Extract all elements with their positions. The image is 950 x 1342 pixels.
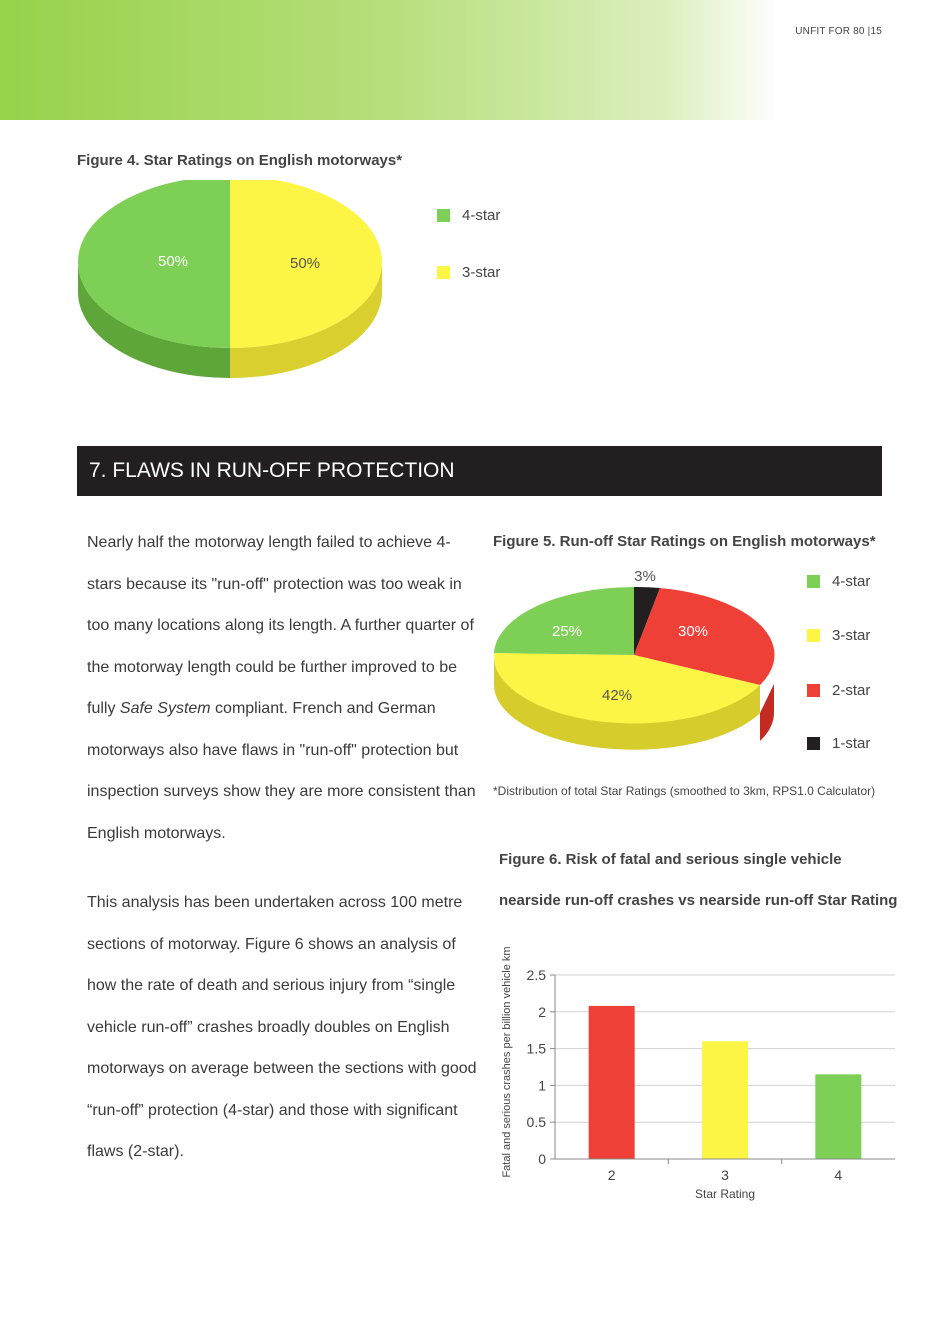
para2-text: This analysis has been undertaken across 100 metre sections of motorway. Figure 6 shows an analysis of how the rate of death and serious injury from “single vehicle run-off” crashes broadly doubles on English motorways on average between the sections with good “run-off” protection (4-star) and those with significant flaws (2-star). <box>87 894 477 1160</box>
figure4-legend-label: 4-star <box>462 207 501 224</box>
figure5-legend-label: 4-star <box>832 573 871 590</box>
figure6-y-ticks <box>527 967 555 1167</box>
figure5-legend-label: 2-star <box>832 682 871 699</box>
figure6-title-line1: Figure 6. Risk of fatal and serious single vehicle <box>499 851 842 868</box>
header-band <box>0 0 950 120</box>
figure6-title-line2: nearside run-off crashes vs nearside run-off Star Rating <box>499 892 898 909</box>
legend-swatch-yellow <box>437 266 450 279</box>
figure5-legend-3star <box>807 627 870 644</box>
body-paragraph-1 <box>87 522 482 854</box>
figure5-label-1star: 3% <box>634 568 656 585</box>
figure5-legend-2star <box>807 682 870 699</box>
figure5-label-3star: 42% <box>601 687 633 704</box>
figure6-x-ticks <box>608 1159 843 1183</box>
figure6-bar-chart <box>490 930 910 1210</box>
figure6-y-tick-label: 0.5 <box>526 1114 546 1131</box>
figure6-y-label: Fatal and serious crashes per billion vehicle km <box>501 946 513 1178</box>
figure6-x-tick-label: 4 <box>834 1167 843 1183</box>
figure6-bar-4-star <box>815 1074 861 1159</box>
page-header-label: UNFIT FOR 80 |15 <box>795 26 882 37</box>
figure5-label-4star: 25% <box>551 623 583 640</box>
figure4-legend-3star <box>437 264 500 281</box>
figure6-bars <box>589 1006 862 1159</box>
figure4-pie-chart <box>70 180 390 390</box>
figure5-legend-label: 1-star <box>832 735 871 752</box>
figure6-y-tick-label: 1 <box>538 1077 546 1094</box>
figure6-y-tick-label: 1.5 <box>526 1040 546 1057</box>
figure6-y-tick-label: 0 <box>538 1151 546 1167</box>
figure5-legend-label: 3-star <box>832 627 871 644</box>
figure4-label-3star: 50% <box>289 255 321 272</box>
figure6-y-tick-label: 2 <box>538 1003 546 1020</box>
figure4-label-4star: 50% <box>157 253 189 270</box>
section-heading: 7. FLAWS IN RUN-OFF PROTECTION <box>77 446 882 496</box>
para1-text-end: compliant. French and German motorways also have flaws in "run-off" protection but inspection surveys show they are more consistent than English motorways. <box>87 700 476 842</box>
figure5-footnote: *Distribution of total Star Ratings (smoothed to 3km, RPS1.0 Calculator) <box>493 784 876 798</box>
figure5-pie-rim-right <box>760 684 774 741</box>
figure5-pie-chart <box>488 565 788 765</box>
body-paragraph-2 <box>87 882 482 1173</box>
figure6-y-tick-label: 2.5 <box>526 967 546 983</box>
legend-swatch-black <box>807 737 820 750</box>
figure4-legend-4star <box>437 207 500 224</box>
para1-italic-term: Safe System <box>119 700 211 717</box>
figure6-x-label: Star Rating <box>694 1187 756 1201</box>
figure5-pie-slice-4star <box>494 587 634 655</box>
figure4-legend-label: 3-star <box>462 264 501 281</box>
figure4-title: Figure 4. Star Ratings on English motorways* <box>77 152 403 169</box>
figure5-label-2star: 30% <box>677 623 709 640</box>
figure5-legend-4star <box>807 573 870 590</box>
figure6-x-tick-label: 2 <box>607 1167 616 1183</box>
figure5-title: Figure 5. Run-off Star Ratings on English motorways* <box>493 533 876 550</box>
legend-swatch-red <box>807 684 820 697</box>
figure6-bar-3-star <box>702 1041 748 1159</box>
figure6-bar-2-star <box>589 1006 635 1159</box>
para1-text-start: Nearly half the motorway length failed to achieve 4-stars because its "run-off" protection was too weak in too many locations along its length. A further quarter of the motorway length could be further improved to be fully <box>87 534 474 717</box>
figure5-legend-1star <box>807 735 870 752</box>
legend-swatch-green <box>437 209 450 222</box>
legend-swatch-yellow <box>807 629 820 642</box>
legend-swatch-green <box>807 575 820 588</box>
figure6-x-tick-label: 3 <box>721 1167 729 1183</box>
